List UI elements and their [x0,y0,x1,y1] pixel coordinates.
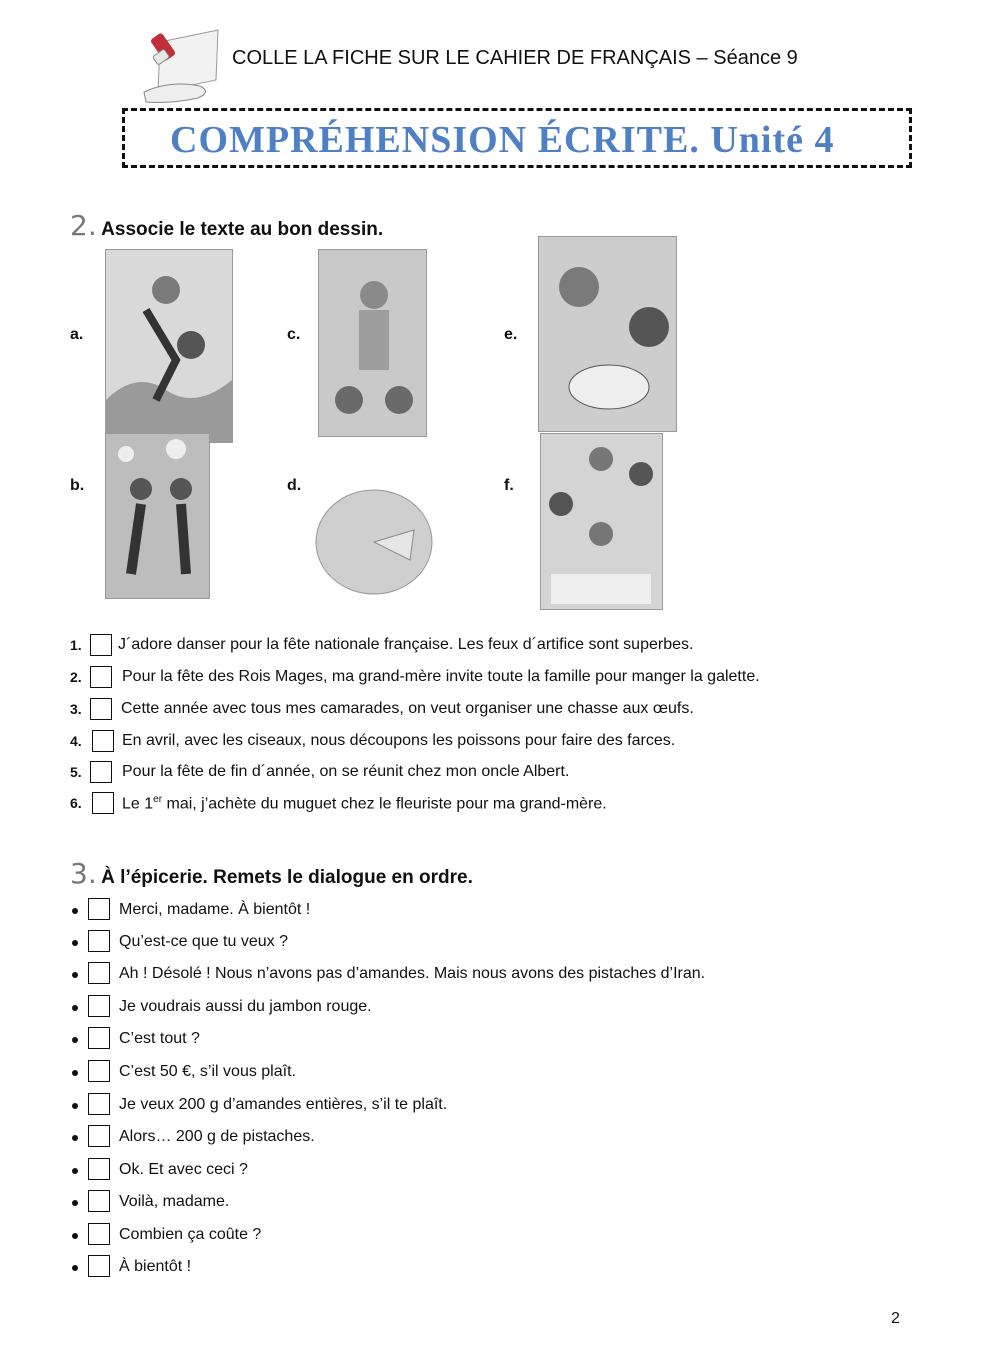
item-number: 5. [70,764,82,780]
header-instruction: COLLE LA FICHE SUR LE CAHIER DE FRANÇAIS – Séance 9 [232,47,798,69]
answer-box[interactable] [90,634,112,656]
bullet [72,1135,78,1141]
picture-b-dancing-fireworks [105,433,210,599]
order-box[interactable] [88,962,110,984]
picture-label-f: f. [504,477,514,494]
order-box[interactable] [88,898,110,920]
answer-box[interactable] [90,666,112,688]
item-number: 3. [70,701,82,717]
dialogue-text: Alors… 200 g de pistaches. [119,1128,315,1145]
section3-number: 3. [70,857,97,890]
section3-heading [70,857,473,890]
order-box[interactable] [88,1255,110,1277]
dialogue-text: Ok. Et avec ceci ? [119,1161,248,1178]
order-box[interactable] [88,1158,110,1180]
bullet [72,1265,78,1271]
dialogue-text: Qu’est-ce que tu veux ? [119,933,288,950]
picture-f-family-party [540,433,663,610]
picture-a-egg-hunt [105,249,233,443]
picture-label-b: b. [70,477,85,494]
order-box[interactable] [88,1190,110,1212]
section3-title: À l’épicerie. Remets le dialogue en ordre. [101,867,473,888]
answer-box[interactable] [90,761,112,783]
picture-label-e: e. [504,326,518,343]
section2-title: Associe le texte au bon dessin. [101,219,384,240]
picture-e-paper-fish [538,236,677,432]
dialogue-text: Merci, madame. À bientôt ! [119,901,311,918]
picture-c-florist [318,249,427,437]
bullet [72,1233,78,1239]
dialogue-text: Je veux 200 g d’amandes entières, s’il te plaît. [119,1096,448,1113]
glue-stick-icon [140,22,222,104]
dialogue-text: Combien ça coûte ? [119,1226,262,1243]
item-number: 6. [70,795,82,811]
bullet [72,1168,78,1174]
bullet [72,1037,78,1043]
bullet [72,1005,78,1011]
page-title: COMPRÉHENSION ÉCRITE. Unité 4 [170,119,835,161]
bullet [72,908,78,914]
item-number: 4. [70,733,82,749]
item-text: Le 1er mai, j’achète du muguet chez le fleuriste pour ma grand-mère. [122,794,607,813]
dialogue-text: Ah ! Désolé ! Nous n’avons pas d’amandes. Mais nous avons des pistaches d’Iran. [119,965,706,982]
item-text: Cette année avec tous mes camarades, on veut organiser une chasse aux œufs. [121,700,694,717]
item-text: Pour la fête des Rois Mages, ma grand-mère invite toute la famille pour manger la galette. [122,668,760,685]
item-text: Pour la fête de fin d´année, on se réunit chez mon oncle Albert. [122,763,570,780]
page-number: 2 [891,1310,900,1327]
bullet [72,1070,78,1076]
dialogue-text: C’est tout ? [119,1030,200,1047]
picture-label-c: c. [287,326,301,343]
dialogue-text: À bientôt ! [119,1258,192,1275]
order-box[interactable] [88,1060,110,1082]
item-text: J´adore danser pour la fête nationale française. Les feux d´artifice sont superbes. [118,636,694,653]
item-text: En avril, avec les ciseaux, nous découpons les poissons pour faire des farces. [122,732,676,749]
picture-label-d: d. [287,477,302,494]
answer-box[interactable] [92,792,114,814]
item-number: 1. [70,637,82,653]
dialogue-text: Je voudrais aussi du jambon rouge. [119,998,372,1015]
bullet [72,972,78,978]
answer-box[interactable] [90,698,112,720]
order-box[interactable] [88,1027,110,1049]
item-number: 2. [70,669,82,685]
section2-number: 2. [70,209,97,242]
order-box[interactable] [88,1223,110,1245]
order-box[interactable] [88,1093,110,1115]
order-box[interactable] [88,1125,110,1147]
order-box[interactable] [88,930,110,952]
picture-label-a: a. [70,326,84,343]
dialogue-text: Voilà, madame. [119,1193,230,1210]
picture-d-galette [310,460,438,608]
bullet [72,1103,78,1109]
section2-heading [70,209,383,242]
answer-box[interactable] [92,730,114,752]
order-box[interactable] [88,995,110,1017]
bullet [72,1200,78,1206]
bullet [72,940,78,946]
dialogue-text: C’est 50 €, s’il vous plaît. [119,1063,296,1080]
